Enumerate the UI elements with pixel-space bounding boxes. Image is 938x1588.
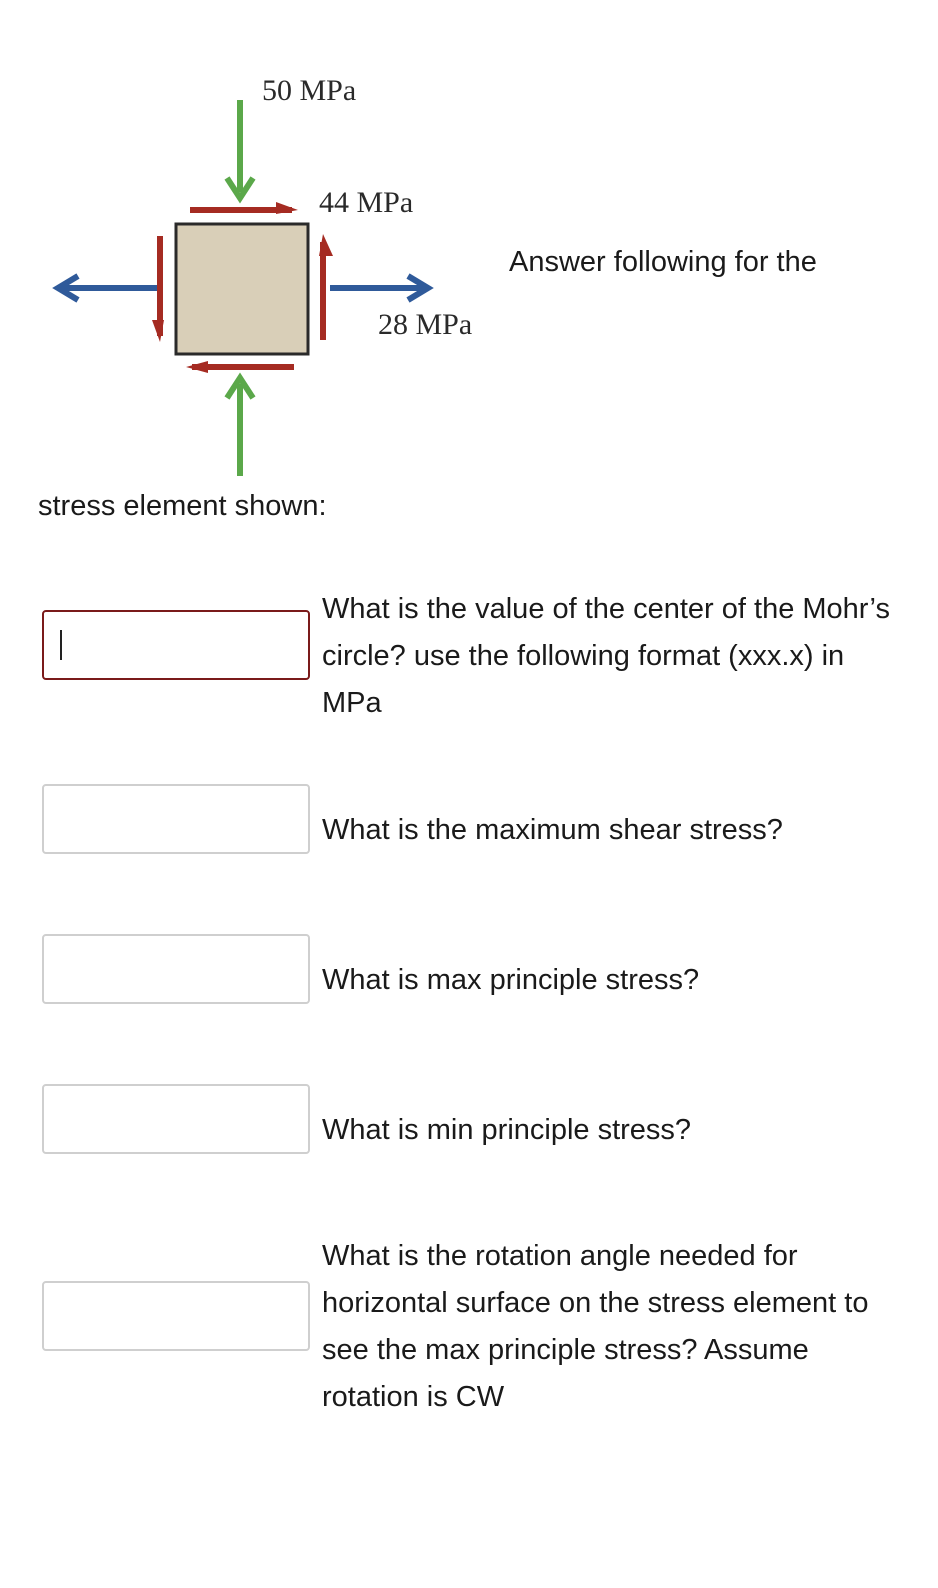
- question-mohr-center: What is the value of the center of the Mohr’s circle? use the following format (xxx.x) in MPa: [322, 593, 890, 719]
- intro-text-part1: Answer following for the: [509, 246, 817, 278]
- left-tension-arrow: [58, 276, 160, 300]
- intro-text-part2: stress element shown:: [38, 490, 327, 522]
- answer-input-max-shear[interactable]: [42, 784, 310, 854]
- answer-input-rotation-angle[interactable]: [42, 1281, 310, 1351]
- question-min-principal: What is min principle stress?: [322, 1114, 692, 1146]
- answer-input-mohr-center[interactable]: [42, 610, 310, 680]
- question-max-principal: What is max principle stress?: [322, 964, 700, 996]
- top-compression-arrow: [227, 100, 253, 198]
- shear-arrow-top: [190, 202, 298, 214]
- question-max-shear: What is the maximum shear stress?: [322, 814, 783, 846]
- stress-element-figure: [0, 0, 520, 490]
- answer-input-max-principal[interactable]: [42, 934, 310, 1004]
- normal-stress-y-label: 50 MPa: [262, 74, 357, 107]
- bottom-compression-arrow: [227, 378, 253, 476]
- shear-stress-label: 44 MPa: [319, 186, 414, 219]
- shear-arrow-bottom: [186, 361, 294, 373]
- right-tension-arrow: [330, 276, 428, 300]
- normal-stress-x-label: 28 MPa: [378, 308, 473, 341]
- answer-input-min-principal[interactable]: [42, 1084, 310, 1154]
- stress-element-diagram: [0, 0, 520, 490]
- text-cursor: [60, 630, 62, 660]
- question-rotation-angle: What is the rotation angle needed for horizontal surface on the stress element to see the max principle stress? Assume rotation is CW: [322, 1240, 869, 1413]
- stress-element-square: [176, 224, 308, 354]
